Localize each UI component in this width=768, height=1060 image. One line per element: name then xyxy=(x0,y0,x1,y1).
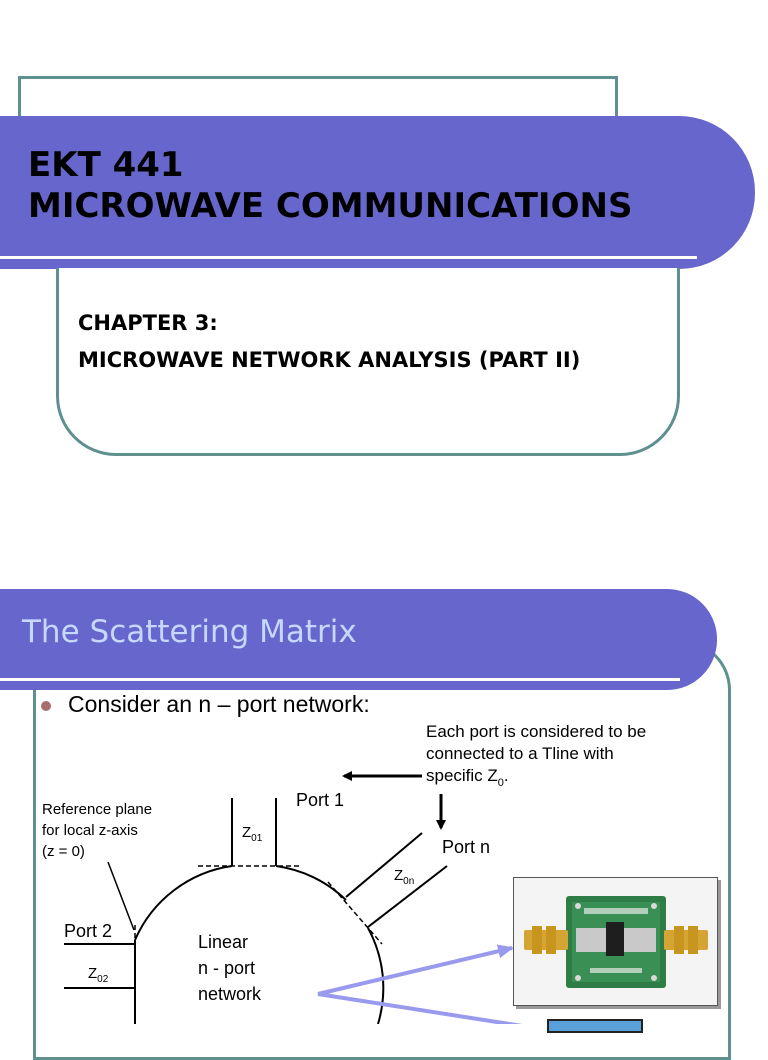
note-line1: Each port is considered to be xyxy=(426,722,647,741)
port2-label: Port 2 xyxy=(64,921,113,941)
second-device-image xyxy=(547,1019,643,1033)
z01-sub: 01 xyxy=(251,833,263,844)
z02-base: Z xyxy=(88,965,98,982)
reference-label-line3: (z = 0) xyxy=(42,843,85,860)
network-label-line1: Linear xyxy=(198,932,249,952)
slide2-bullet-text: Consider an n – port network: xyxy=(68,691,370,717)
slide1-title-line2: MICROWAVE COMMUNICATIONS xyxy=(28,186,633,226)
note-line2: connected to a Tline with xyxy=(426,744,614,763)
microwave-device-photo xyxy=(513,877,718,1006)
note-line3-sub: 0 xyxy=(497,777,504,789)
slide2-title: The Scattering Matrix xyxy=(22,614,357,650)
network-circle-right xyxy=(276,866,346,900)
z0n-sub: 0n xyxy=(403,876,415,887)
portn-line-top xyxy=(346,833,422,897)
note-line3 xyxy=(426,766,509,789)
circuit-board-image xyxy=(514,878,717,1005)
network-circle xyxy=(135,866,232,940)
reference-label-line2: for local z-axis xyxy=(42,822,138,839)
note-line3-prefix: specific Z xyxy=(426,766,498,785)
slide1-chapter-title: MICROWAVE NETWORK ANALYSIS (PART II) xyxy=(78,348,581,372)
z02-sub: 02 xyxy=(97,974,109,985)
slide1-title-line1: EKT 441 xyxy=(28,145,184,185)
z01-base: Z xyxy=(242,824,252,841)
slide1-chapter: CHAPTER 3: xyxy=(78,311,218,335)
z01-label xyxy=(242,824,263,844)
note-line3-suffix: . xyxy=(503,766,509,785)
reference-plane-pointer xyxy=(108,862,134,930)
z0n-base: Z xyxy=(394,867,404,884)
device-pointer-arrow xyxy=(318,948,512,994)
portn-label: Port n xyxy=(442,837,491,857)
z02-label xyxy=(88,965,109,985)
port1-label: Port 1 xyxy=(296,790,345,810)
portn-reference-plane xyxy=(328,882,382,944)
network-label-line2: n - port xyxy=(198,958,256,978)
network-label-line3: network xyxy=(198,984,262,1004)
z0n-label xyxy=(394,867,414,887)
reference-label-line1: Reference plane xyxy=(42,801,153,818)
